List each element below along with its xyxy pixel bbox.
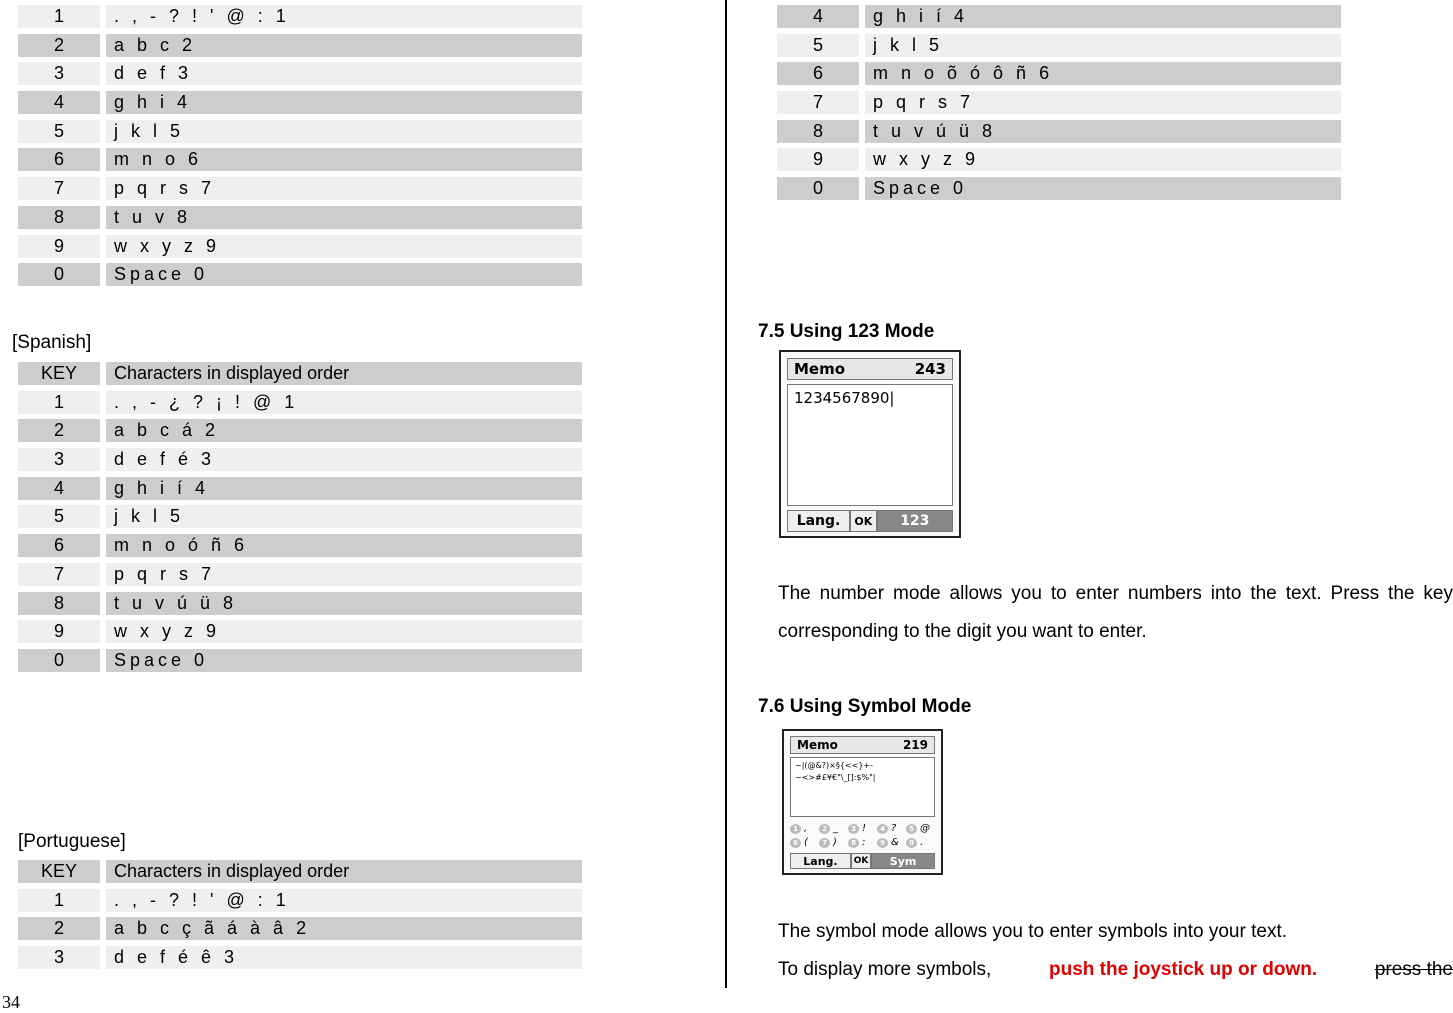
table-row: 4 g h i 4 xyxy=(18,91,582,114)
memo-title: Memo xyxy=(797,738,838,752)
table-row: 5 j k l 5 xyxy=(18,505,582,528)
table-row: 0 Space 0 xyxy=(18,649,582,672)
section-heading-123: 7.5 Using 123 Mode xyxy=(758,321,935,342)
left-top-table xyxy=(18,5,582,292)
soft-key-lang: Lang. xyxy=(787,510,850,532)
section-heading-symbol: 7.6 Using Symbol Mode xyxy=(758,696,972,717)
table-row: 4 g h i í 4 xyxy=(777,5,1341,28)
table-row: 5 j k l 5 xyxy=(18,120,582,143)
table-row: 8 t u v ú ü 8 xyxy=(18,592,582,615)
right-top-table xyxy=(777,5,1341,206)
table-header: KEY Characters in displayed order xyxy=(18,860,582,883)
phone-screen-symbol xyxy=(782,729,943,875)
struck-text: press the xyxy=(1374,959,1453,980)
table-row: 8 t u v 8 xyxy=(18,206,582,229)
memo-text-area xyxy=(787,384,953,506)
table-row: 2 a b c ç ã á à â 2 xyxy=(18,917,582,940)
paragraph-symbol-2: To display more symbols, push the joystick up or down. press the xyxy=(778,951,1453,989)
highlight-text: push the joystick up or down. xyxy=(1049,959,1318,980)
table-header: KEY Characters in displayed order xyxy=(18,362,582,385)
table-row: 4 g h i í 4 xyxy=(18,477,582,500)
paragraph-123: The number mode allows you to enter numbers into the text. Press the key corresponding to the digit you want to enter. xyxy=(778,583,1453,642)
paragraph-symbol-1: The symbol mode allows you to enter symbols into your text. xyxy=(778,921,1288,942)
table-row: 9 w x y z 9 xyxy=(18,620,582,643)
column-divider xyxy=(725,0,727,988)
phone-screen-123 xyxy=(779,350,961,538)
memo-title-bar xyxy=(787,358,953,380)
table-row: 7 p q r s 7 xyxy=(18,563,582,586)
spanish-table xyxy=(18,362,582,678)
soft-key-bar xyxy=(790,853,935,869)
soft-key-ok: OK xyxy=(850,510,877,532)
table-row: 9 w x y z 9 xyxy=(18,235,582,258)
memo-title: Memo xyxy=(794,360,846,378)
table-row: 6 m n o õ ó ô ñ 6 xyxy=(777,62,1341,85)
table-row: 2 a b c 2 xyxy=(18,34,582,57)
table-row: 3 d e f 3 xyxy=(18,62,582,85)
table-row: 6 m n o ó ñ 6 xyxy=(18,534,582,557)
table-row: 0 Space 0 xyxy=(18,263,582,286)
page-number: 34 xyxy=(2,992,20,1012)
table-row: 5 j k l 5 xyxy=(777,34,1341,57)
table-row: 1 . , - ¿ ? ¡ ! @ 1 xyxy=(18,391,582,414)
symbol-line-2: ~<>#£¥€"\_[]:$%"| xyxy=(795,773,876,782)
table-row: 2 a b c á 2 xyxy=(18,419,582,442)
char-count: 243 xyxy=(914,360,946,378)
table-row: 7 p q r s 7 xyxy=(18,177,582,200)
table-row: 3 d e f é 3 xyxy=(18,448,582,471)
soft-key-lang: Lang. xyxy=(790,853,851,869)
memo-title-bar xyxy=(790,736,935,754)
symbol-key-grid: 1 , 2 _ 3 ! 4 ? 5 @ 6 ( 7 ) 8 : 9 & 0 . xyxy=(790,823,935,848)
table-row: 7 p q r s 7 xyxy=(777,91,1341,114)
spanish-label: [Spanish] xyxy=(12,332,92,353)
portuguese-table xyxy=(18,860,582,975)
table-row: 1 . , - ? ! ' @ : 1 xyxy=(18,5,582,28)
soft-key-mode: 123 xyxy=(877,510,953,532)
soft-key-bar xyxy=(787,510,953,532)
table-row: 6 m n o 6 xyxy=(18,148,582,171)
soft-key-mode: Sym xyxy=(871,853,935,869)
table-row: 0 Space 0 xyxy=(777,177,1341,200)
portuguese-label: [Portuguese] xyxy=(18,831,126,852)
soft-key-ok: OK xyxy=(851,853,871,869)
symbol-line-1: ~|(@&?)×§{<<}+- xyxy=(795,761,874,770)
memo-text-area xyxy=(790,757,935,817)
memo-text: 1234567890| xyxy=(794,389,895,407)
table-row: 8 t u v ú ü 8 xyxy=(777,120,1341,143)
char-count: 219 xyxy=(902,738,928,752)
table-row: 9 w x y z 9 xyxy=(777,148,1341,171)
table-row: 3 d e f é ê 3 xyxy=(18,946,582,969)
table-row: 1 . , - ? ! ' @ : 1 xyxy=(18,889,582,912)
